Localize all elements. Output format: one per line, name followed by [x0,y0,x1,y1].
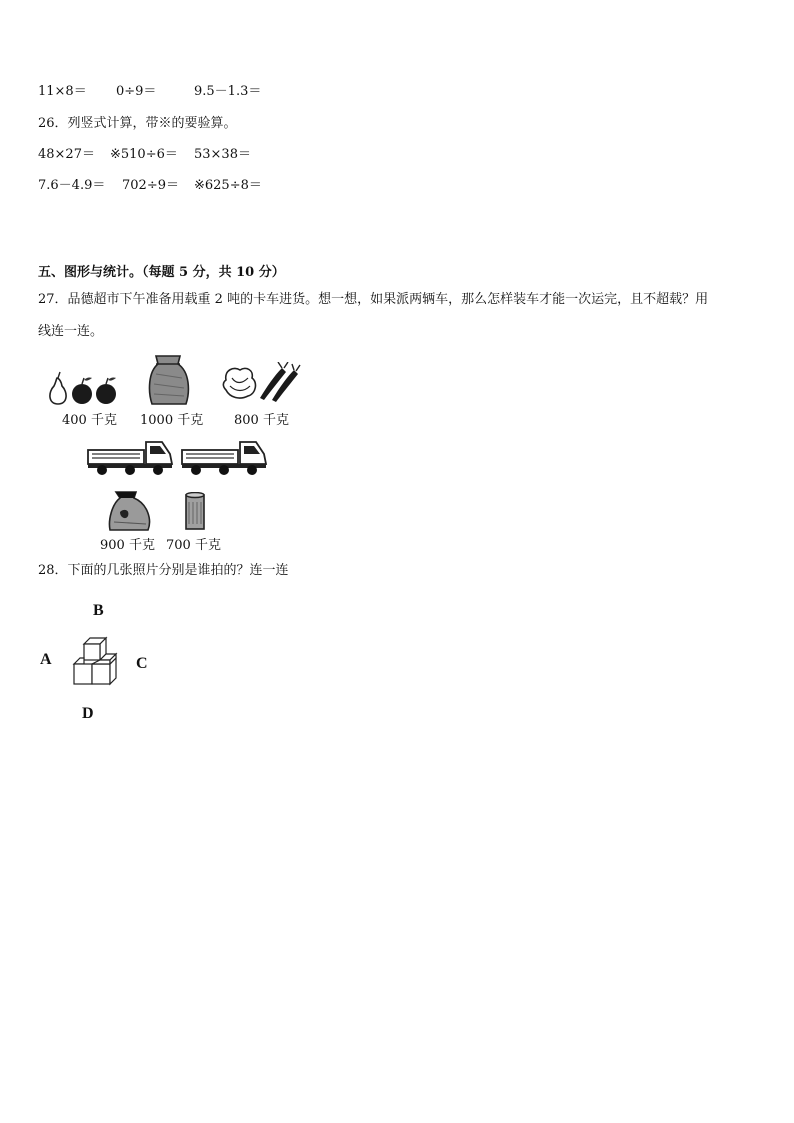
q27-line-1: 27．品德超市下午准备用载重 2 吨的卡车进货。想一想，如果派两辆车，那么怎样装车才能一次运完，且不超载？用 [38,292,709,307]
expr-9.5minus1.3: 9.5－1.3＝ [194,84,262,99]
q26-title: 26．列竖式计算，带※的要验算。 [38,116,237,131]
q26-row-1 [38,147,251,163]
expr-7.6minus4.9: 7.6－4.9＝ [38,178,106,193]
expr-53x38: 53×38＝ [194,147,251,162]
expr-510div6: ※510÷6＝ [110,147,178,162]
bag-illustration [106,490,154,532]
label-d: D [82,705,94,722]
calc-row-1 [38,84,261,100]
expr-48x27: 48×27＝ [38,147,95,162]
cube-stack-illustration [70,636,120,690]
sack-illustration [146,352,192,406]
can-illustration [184,492,206,532]
vegetables-illustration [220,362,302,402]
truck-2-illustration [180,436,270,476]
vegetables-weight: 800 千克 [234,413,289,428]
q28-title: 28．下面的几张照片分别是谁拍的？连一连 [38,563,289,578]
expr-0div9: 0÷9＝ [116,84,157,99]
expr-702div9: 702÷9＝ [122,178,179,193]
q27-line-2: 线连一连。 [38,324,104,339]
expr-625div8: ※625÷8＝ [194,178,262,193]
q26-row-2 [38,178,262,194]
label-a: A [40,651,52,668]
section-5-heading: 五、图形与统计。（每题 5 分，共 10 分） [38,265,285,280]
fruit-weight: 400 千克 [62,413,117,428]
truck-1-illustration [86,436,176,476]
bag-weight: 900 千克 [100,538,155,553]
can-weight: 700 千克 [166,538,221,553]
label-c: C [136,655,148,672]
expr-11x8: 11×8＝ [38,84,87,99]
sack-weight: 1000 千克 [140,413,204,428]
fruit-illustration [46,366,120,406]
label-b: B [93,602,104,619]
